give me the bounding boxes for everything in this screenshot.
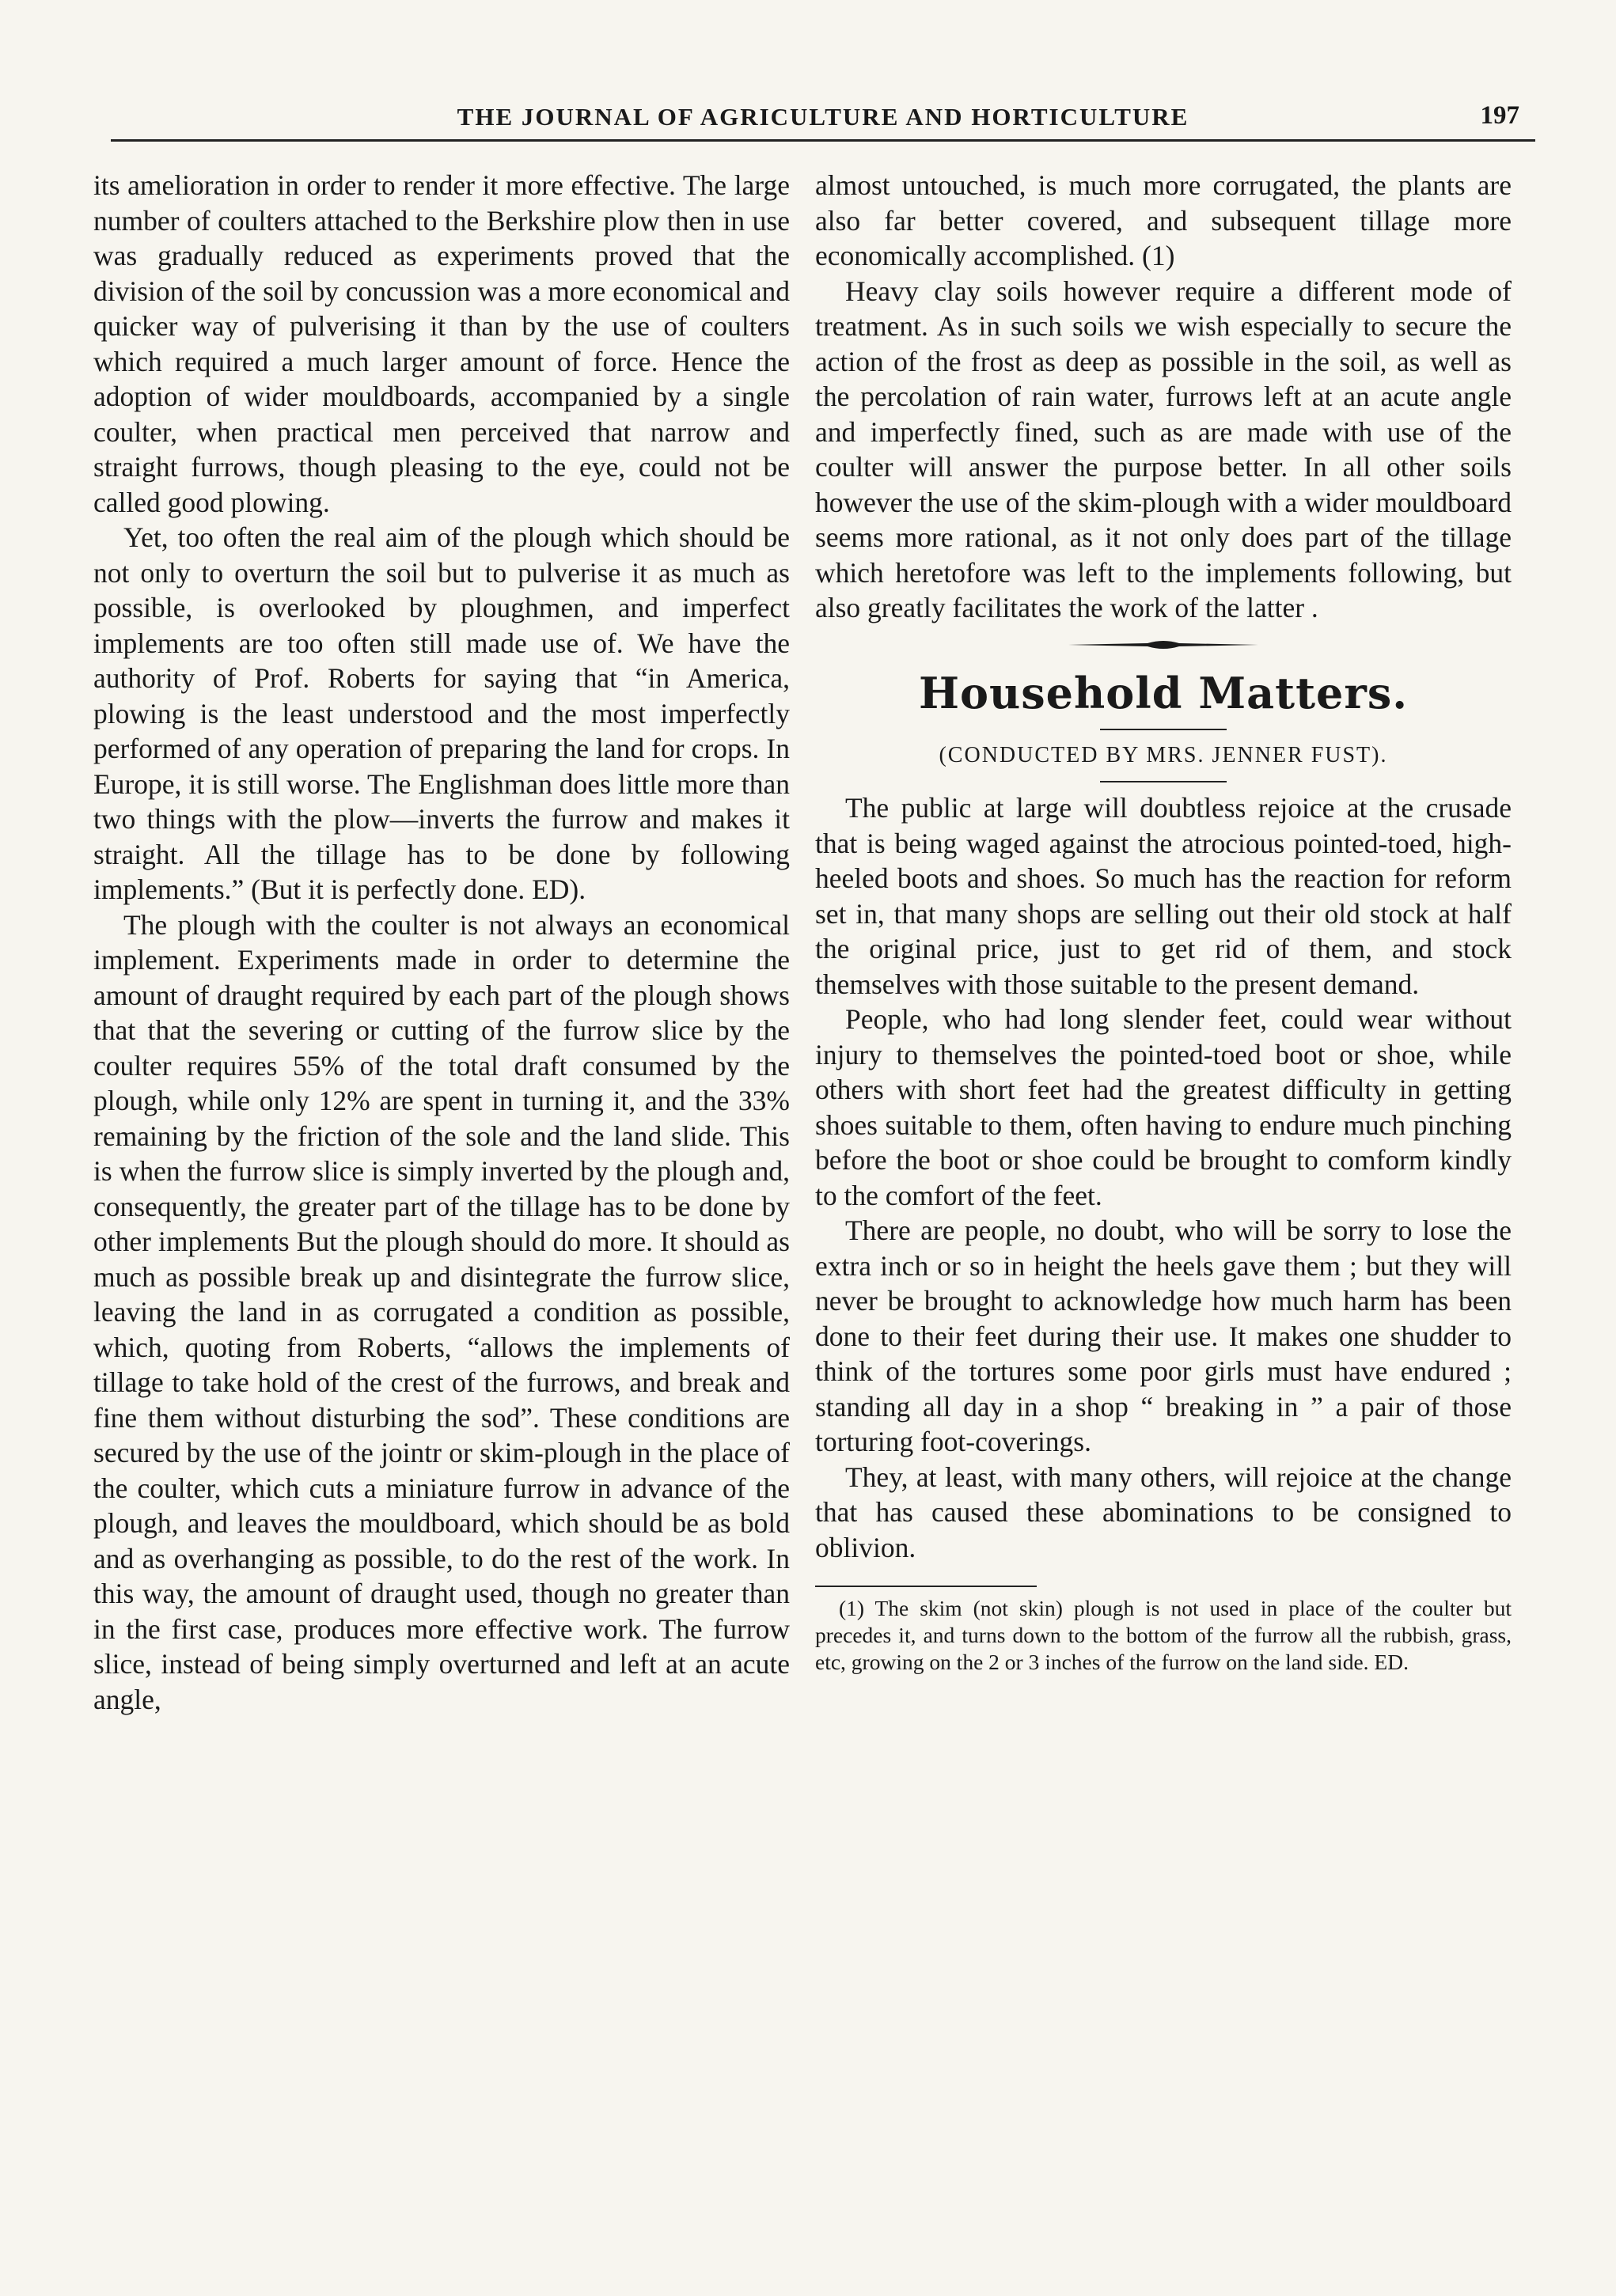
right-paragraph-2: Heavy clay soils however require a different mode of treatment. As in such soils we wish especially to secure the action of the frost as deep as possible in the soil, as well as the percolation of rain water, furrows left at an acute angle and imperfectly fined, such as are made with use of the coulter will answer the purpose better. In all other soils however the use of the skim-plough with a wider mouldboard seems more rational, as it not only does part of the tillage which heretofore was left to the implements following, but also greatly facilitates the work of the latter . xyxy=(815,275,1512,623)
section-title: Household Matters. xyxy=(918,667,1409,718)
title-rule xyxy=(1100,729,1227,730)
byline-rule xyxy=(1100,781,1227,782)
footnote: (1) The skim (not skin) plough is not used in place of the coulter but precedes it, and turns down to the bottom of the furrow all the rubbish, grass, etc, growing on the 2 or 3 inches of the furrow on the land side. ED. xyxy=(815,1596,1512,1674)
right-paragraph-1: almost untouched, is much more corrugated, the plants are also far better covered, and subsequent tillage more economically accomplished. (1) xyxy=(815,169,1512,271)
conducted-by: (CONDUCTED BY MRS. JENNER FUST). xyxy=(939,742,1388,767)
left-paragraph-2: Yet, too often the real aim of the plough which should be not only to overturn the soil but to pulverise it as much as possible, is overlooked by ploughmen, and imperfect implements are too often still made use of. We have the authority of Prof. Roberts for saying that “in America, plowing is the least understood and the most imperfectly performed of any operation of preparing the land for crops. In Europe, it is still worse. The Englishman does little more than two things with the plow—inverts the furrow and makes it straight. All the tillage has to be done by following implements.” (But it is perfectly done. ED). xyxy=(93,521,790,905)
journal-title: THE JOURNAL OF AGRICULTURE AND HORTICULTURE xyxy=(457,103,1189,131)
header-rule xyxy=(111,139,1535,142)
section-paragraph-4: They, at least, with many others, will rejoice at the change that has caused these abominations to be consigned to oblivion. xyxy=(815,1461,1512,1563)
left-paragraph-3: The plough with the coulter is not always an economical implement. Experiments made in order to determine the amount of draught required by each part of the plough shows that that the severing or cutting of the furrow slice by the coulter requires 55% of the total draft consumed by the plough, while only 12% are spent in turning it, and the 33% remaining by the friction of the sole and the land slide. This is when the furrow slice is simply inverted by the plough and, consequently, the greater part of the tillage has to be done by other implements But the plough should do more. It should as much as possible break up and disintegrate the furrow slice, leaving the land in as corrugated a condition as possible, which, quoting from Roberts, “allows the implements of tillage to take hold of the crest of the furrows, and break and fine them without disturbing the sod”. These conditions are secured by the use of the jointr or skim-plough in the place of the coulter, which cuts a miniature furrow in advance of the plough, and leaves the mouldboard, which should be as bold and as overhanging as possible, to do the rest of the work. In this way, the amount of draught used, though no greater than in the first case, produces more effective work. The furrow slice, instead of being simply overturned and left at an acute angle, xyxy=(93,908,790,1715)
running-head xyxy=(111,89,1535,136)
left-column xyxy=(93,168,790,1717)
section-paragraph-1: The public at large will doubtless rejoice at the crusade that is being waged against the atrocious pointed-toed, high-heeled boots and shoes. So much has the reaction for reform set in, that many shops are selling out their old stock at half the original price, just to get rid of them, and stock themselves with those suitable to the present demand. xyxy=(815,792,1512,1000)
section-paragraph-2: People, who had long slender feet, could wear without injury to themselves the pointed-toed boot or shoe, while others with short feet had the greatest difficulty in getting shoes suitable to them, often having to endure much pinching before the boot or shoe could be brought to comform kindly to the comfort of the feet. xyxy=(815,1003,1512,1211)
page-number: 197 xyxy=(1480,101,1519,130)
right-column xyxy=(815,168,1512,1676)
left-paragraph-1: its amelioration in order to render it more effective. The large number of coulters attached to the Berkshire plow then in use was gradually reduced as experiments proved that the division of the soil by concussion was a more economical and quicker way of pulverising it than by the use of coulters which required a much larger amount of force. Hence the adoption of wider mouldboards, accompanied by a single coulter, when practical men perceived that narrow and straight furrows, though pleasing to the eye, could not be called good plowing. xyxy=(93,169,790,518)
ornament-divider xyxy=(1068,637,1258,653)
footnote-rule xyxy=(815,1586,1037,1587)
section-paragraph-3: There are people, no doubt, who will be sorry to lose the extra inch or so in height the heels gave them ; but they will never be brought to acknowledge how much harm has been done to their feet during their use. It makes one shudder to think of the tortures some poor girls must have endured ; standing all day in a shop “ breaking in ” a pair of those torturing foot-coverings. xyxy=(815,1214,1512,1457)
